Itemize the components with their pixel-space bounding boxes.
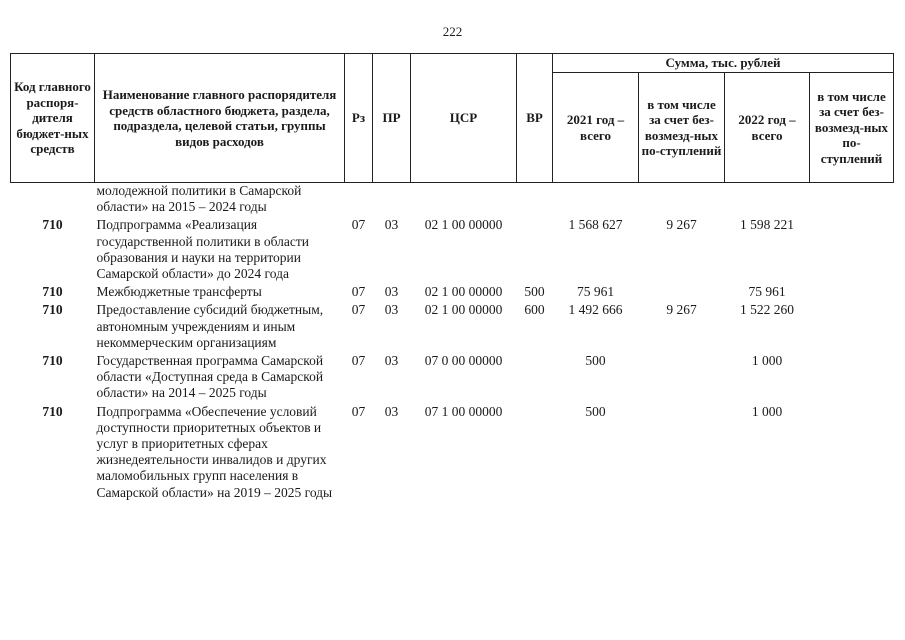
table-body	[11, 183, 894, 503]
cell-2021-grants	[639, 284, 725, 302]
cell-2022-grants	[810, 183, 894, 218]
cell-2022-grants	[810, 302, 894, 353]
header-sum-group: Сумма, тыс. рублей	[553, 54, 894, 73]
cell-name: Предоставление субсидий бюджетным, автономным учреждениям и иным некоммерческим организациям	[96, 302, 324, 350]
cell-2022-total: 1 000	[751, 353, 783, 369]
cell-2022-total: 1 000	[751, 403, 783, 419]
table-row	[11, 284, 894, 302]
cell-csr: 07 0 00 00000	[424, 353, 503, 369]
cell-code: 710	[42, 353, 63, 369]
cell-rz: 07	[351, 302, 366, 318]
header-2022-total: 2022 год – всего	[725, 73, 810, 183]
cell-csr: 02 1 00 00000	[424, 302, 503, 318]
cell-code: 710	[42, 403, 63, 419]
cell-csr: 07 1 00 00000	[424, 403, 503, 419]
header-2022-grants: в том числе за счет без-возмезд-ных по-ступлений	[810, 73, 894, 183]
cell-2021-grants	[639, 353, 725, 404]
cell-rz: 07	[351, 403, 366, 419]
cell-vr	[517, 353, 553, 404]
cell-csr: 02 1 00 00000	[424, 284, 503, 300]
cell-vr: 600	[524, 302, 545, 318]
header-rz: Рз	[345, 54, 373, 183]
cell-csr	[411, 183, 517, 218]
table-row	[11, 183, 894, 218]
cell-pr: 03	[384, 284, 399, 300]
table-row	[11, 302, 894, 353]
cell-2021-total: 1 568 627	[568, 217, 623, 233]
cell-2021-grants: 9 267	[666, 217, 697, 233]
cell-csr: 02 1 00 00000	[424, 217, 503, 233]
page-number: 222	[442, 24, 463, 39]
header-2021-total: 2021 год – всего	[553, 73, 639, 183]
cell-code: 710	[42, 302, 63, 318]
cell-2022-grants	[810, 353, 894, 404]
cell-vr	[517, 404, 553, 503]
cell-2021-total: 75 961	[576, 284, 615, 300]
cell-vr: 500	[524, 284, 545, 300]
cell-name: молодежной политики в Самарской области» на 2015 – 2024 годы	[96, 183, 302, 215]
cell-2021-total: 1 492 666	[568, 302, 623, 318]
cell-pr: 03	[384, 217, 399, 233]
header-name: Наименование главного распорядителя средств областного бюджета, раздела, подраздела, целевой статьи, группы видов расходов	[95, 54, 345, 183]
header-2021-grants: в том числе за счет без-возмезд-ных по-ступлений	[639, 73, 725, 183]
cell-rz: 07	[351, 353, 366, 369]
cell-name: Подпрограмма «Реализация государственной политики в области образования и науки на территории Самарской области» до 2024 года	[96, 217, 310, 282]
cell-2022-grants	[810, 217, 894, 284]
cell-2021-total	[553, 183, 639, 218]
header-pr: ПР	[373, 54, 411, 183]
table-header	[11, 54, 894, 183]
table-row	[11, 353, 894, 404]
cell-rz: 07	[351, 217, 366, 233]
cell-name: Подпрограмма «Обеспечение условий доступности приоритетных объектов и услуг в приоритетных сферах жизнедеятельности инвалидов и других маломобильных групп населения в Самарской области» на 2019 – 2025 годы	[96, 403, 333, 500]
cell-pr: 03	[384, 353, 399, 369]
cell-2021-grants	[639, 404, 725, 503]
cell-rz	[345, 183, 373, 218]
table-row	[11, 217, 894, 284]
cell-2021-grants: 9 267	[666, 302, 697, 318]
cell-rz: 07	[351, 284, 366, 300]
cell-code: 710	[42, 284, 63, 300]
budget-table	[10, 53, 894, 503]
cell-code: 710	[42, 217, 63, 233]
cell-vr	[517, 217, 553, 284]
cell-pr: 03	[384, 403, 399, 419]
cell-2022-grants	[810, 284, 894, 302]
cell-vr	[517, 183, 553, 218]
cell-pr: 03	[384, 302, 399, 318]
cell-2021-grants	[639, 183, 725, 218]
cell-code	[11, 183, 95, 218]
cell-name: Межбюджетные трансферты	[96, 284, 262, 300]
cell-2022-total	[725, 183, 810, 218]
cell-2022-total: 1 522 260	[740, 302, 794, 318]
cell-pr	[373, 183, 411, 218]
header-csr: ЦСР	[411, 54, 517, 183]
cell-2021-total: 500	[585, 353, 606, 369]
cell-2022-total: 75 961	[748, 284, 786, 300]
table-row	[11, 404, 894, 503]
cell-2021-total: 500	[585, 403, 606, 419]
cell-2022-total: 1 598 221	[740, 217, 794, 233]
cell-name: Государственная программа Самарской области «Доступная среда в Самарской области» на 2014 – 2025 годы	[96, 353, 324, 401]
header-code: Код главного распоря-дителя бюджет-ных средств	[11, 54, 95, 183]
header-vr: ВР	[517, 54, 553, 183]
cell-2022-grants	[810, 404, 894, 503]
